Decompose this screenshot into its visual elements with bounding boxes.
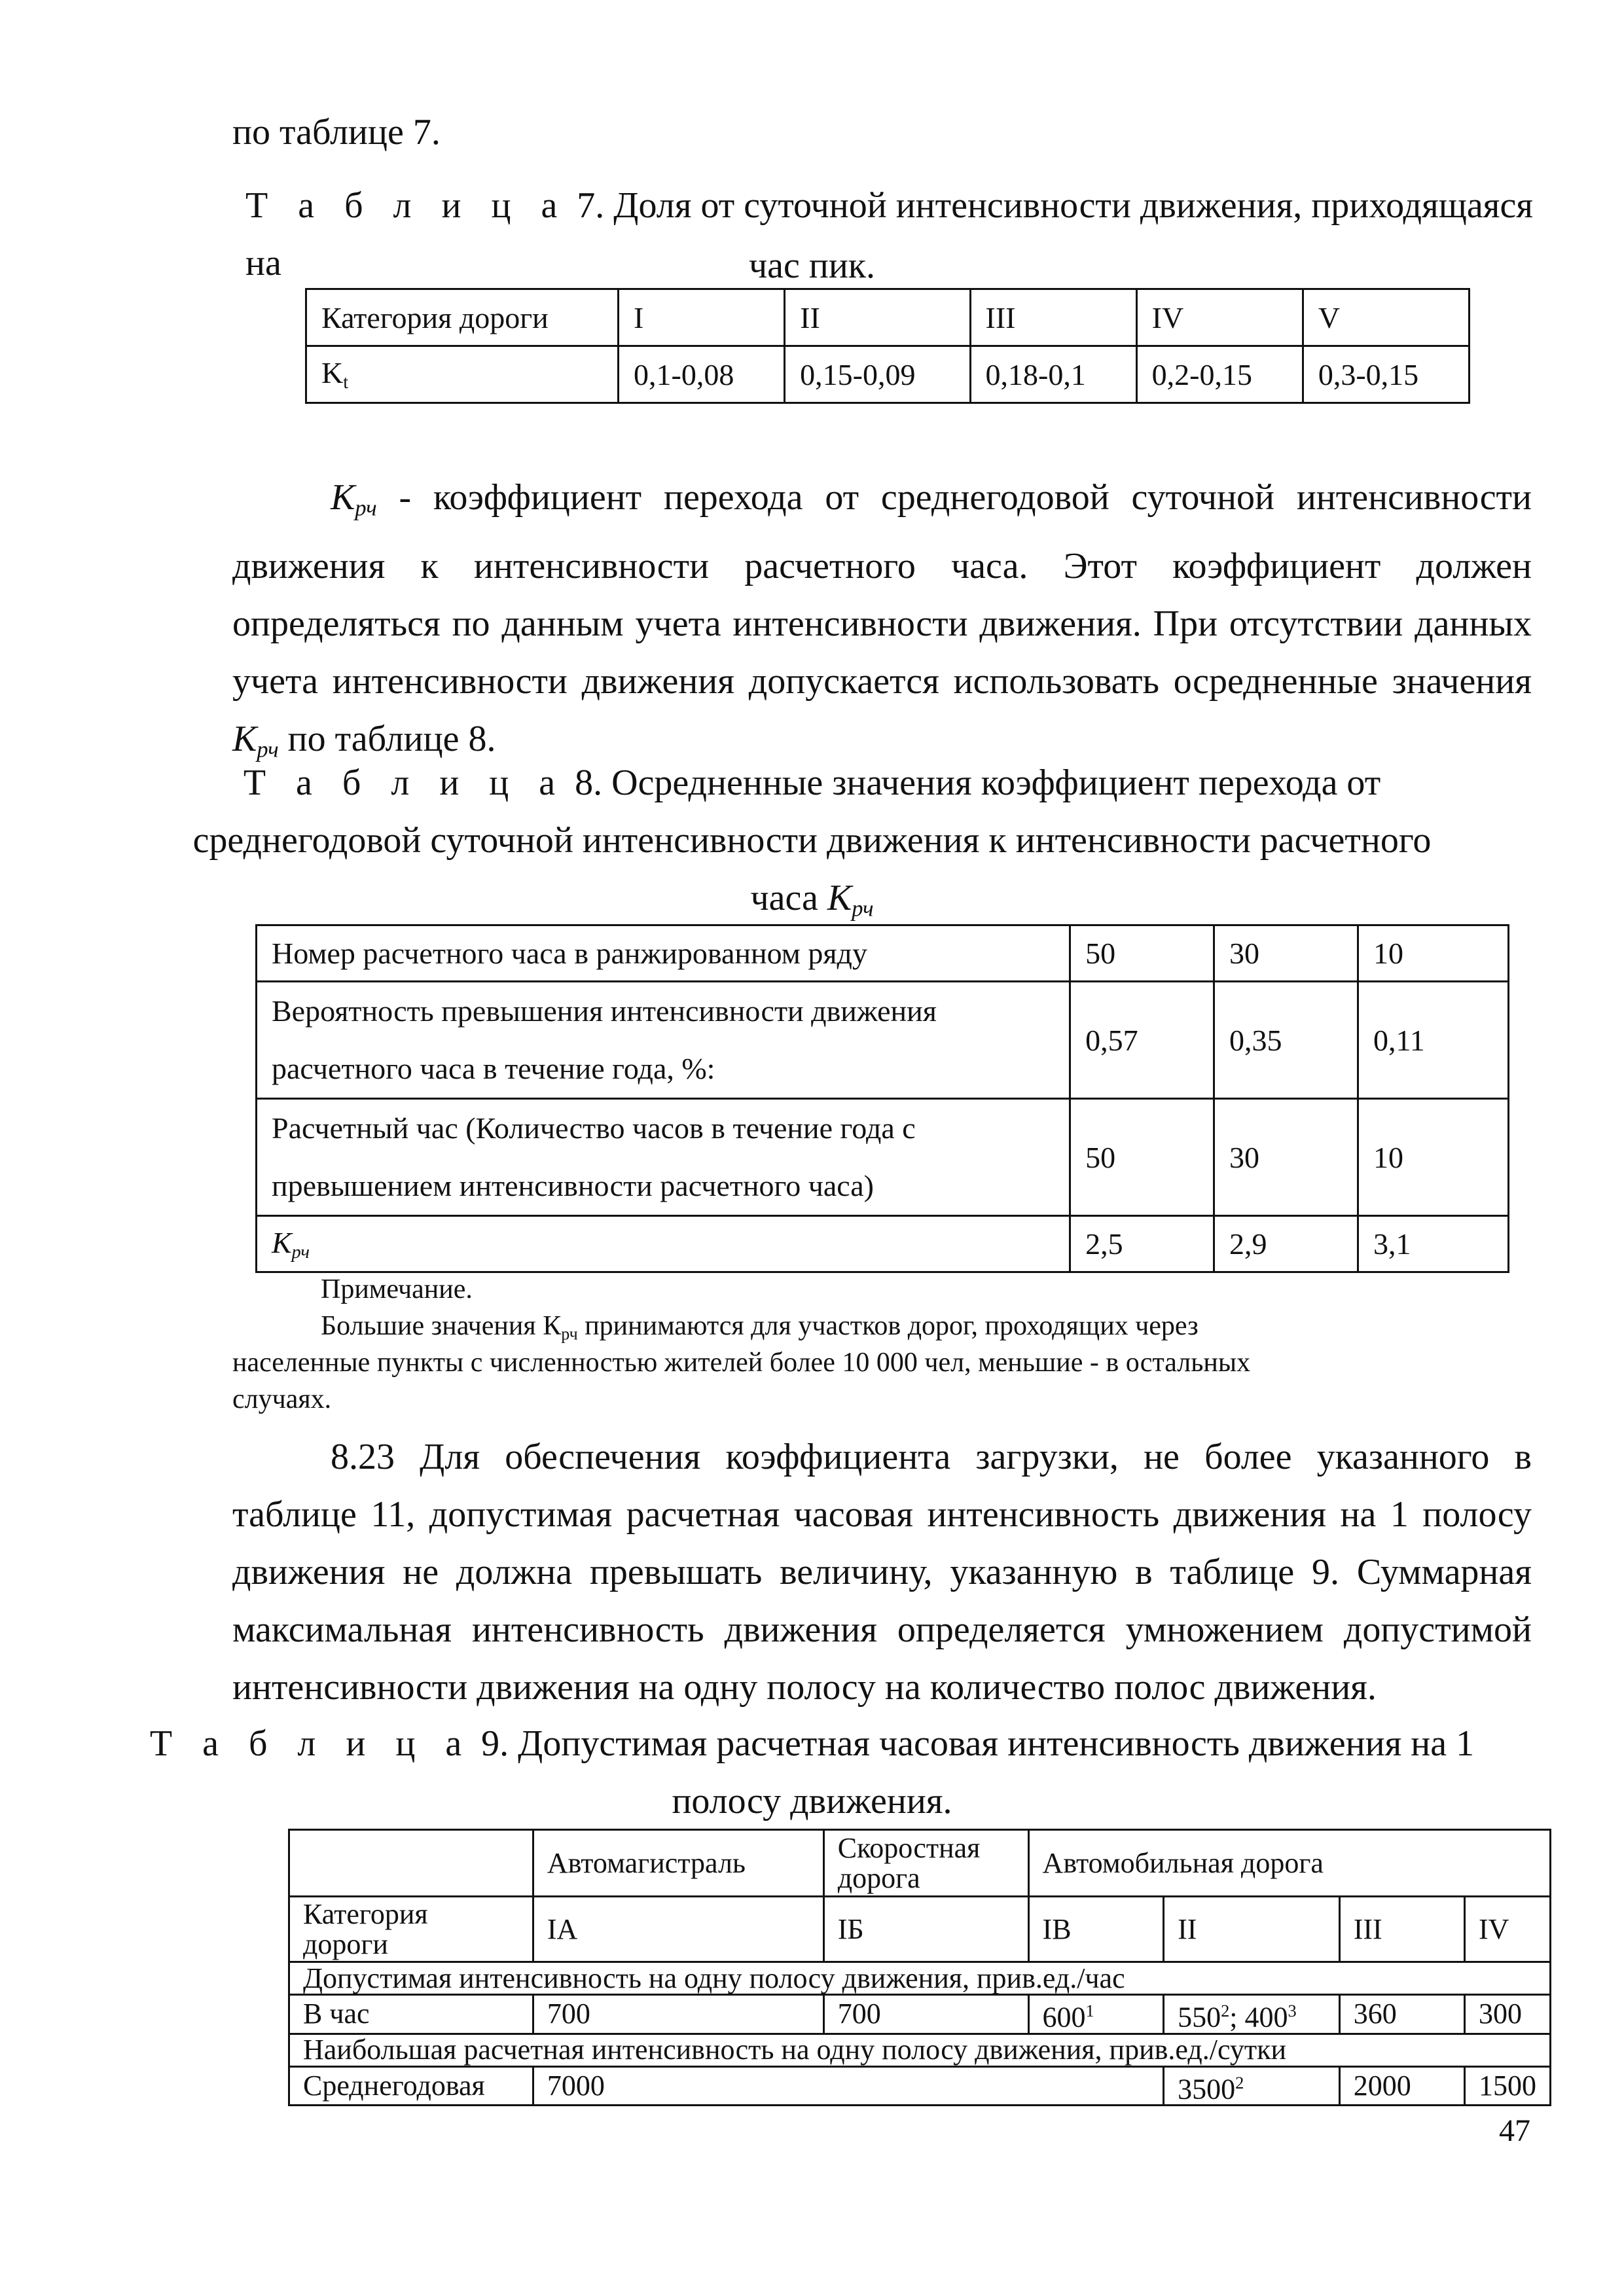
table9-head-road: Автомобильная дорога — [1028, 1830, 1550, 1897]
note-title: Примечание. — [321, 1274, 473, 1304]
table7-kt-label — [306, 346, 619, 403]
table9-category-cell: IА — [533, 1897, 823, 1962]
krch-text-1: - коэффициент перехода от среднегодовой суточной интенсивности движения к интенсивности расчетного часа. Этот коэффициент должен определяться по данным учета интенсивности движения. При отсутствии данных учета интенсивности движения допускается использовать осредненные значения — [232, 477, 1532, 702]
table8-label-line: Расчетный час (Количество часов в течение года с — [272, 1111, 916, 1145]
note-sub: рч — [561, 1324, 578, 1344]
table9-value-cell: 700 — [823, 1995, 1028, 2034]
table9-footnote-mark: 3 — [1288, 2001, 1297, 2020]
table7-caption-text: 7. Доля от суточной интенсивности движения, приходящаяся на — [245, 185, 1534, 283]
note-text-a: Большие значения К — [321, 1311, 562, 1341]
table8-caption-label: Т а б л и ц а — [243, 762, 566, 803]
table9-footnote-mark: 2 — [1235, 2072, 1244, 2092]
table8-value-cell: 30 — [1214, 1099, 1358, 1216]
table9-caption-label: Т а б л и ц а — [149, 1723, 473, 1764]
table7-header-cell: I — [619, 289, 785, 346]
table8-caption — [0, 754, 1624, 812]
table9-value-cell: 360 — [1339, 1995, 1464, 2034]
krch-subscript: рч — [291, 1242, 310, 1263]
table9-category-cell: IБ — [823, 1897, 1028, 1962]
krch-paragraph — [232, 469, 1532, 778]
table8-value-cell: 0,57 — [1070, 982, 1214, 1099]
table9-row-label: Среднегодовая — [289, 2066, 533, 2106]
table9-value-cell — [1164, 2066, 1340, 2106]
table8-value-cell: 30 — [1214, 925, 1358, 982]
table7-value-cell: 0,1-0,08 — [619, 346, 785, 403]
kt-base: K — [321, 356, 344, 389]
table8-value-cell: 0,35 — [1214, 982, 1358, 1099]
table8-label-line: расчетного часа в течение года, %: — [272, 1052, 715, 1085]
table9 — [288, 1829, 1551, 2106]
table-row — [289, 1830, 1551, 1897]
table8-value-cell: 10 — [1358, 1099, 1508, 1216]
table8-value-cell: 2,5 — [1070, 1216, 1214, 1272]
krch-symbol: К — [827, 878, 852, 918]
table7-value-cell: 0,18-0,1 — [970, 346, 1136, 403]
table9-head-express-line: дорога — [837, 1861, 920, 1894]
table9-category-label — [289, 1897, 533, 1962]
table8-value-cell: 50 — [1070, 1099, 1214, 1216]
table7-caption-label: Т а б л и ц а — [245, 185, 568, 226]
table8-krch-label — [257, 1216, 1070, 1272]
table9-category-cell: IВ — [1028, 1897, 1164, 1962]
table9-row-label: В час — [289, 1995, 533, 2034]
table7 — [305, 288, 1470, 404]
page-number: 47 — [1499, 2113, 1530, 2148]
table-row — [257, 1099, 1509, 1216]
krch-subscript: рч — [257, 736, 279, 762]
table9-caption-line2: полосу движения. — [672, 1781, 952, 1821]
krch-symbol: К — [232, 718, 257, 759]
table7-value-cell: 0,15-0,09 — [785, 346, 970, 403]
table8-label-cell: Номер расчетного часа в ранжированном ряду — [257, 925, 1070, 982]
table9-value: 550 — [1178, 2001, 1221, 2034]
table9-category-cell: III — [1339, 1897, 1464, 1962]
note-text-b: принимаются для участков дорог, проходящих через — [577, 1311, 1199, 1341]
paragraph-8-23: 8.23 Для обеспечения коэффициента загрузки, не более указанного в таблице 11, допустимая расчетная часовая интенсивность движения на 1 полосу движения не должна превышать величину, указанную в таблице 9. Суммарная максимальная интенсивность движения определяется умножением допустимой интенсивности движения на одну полосу на количество полос движения. — [232, 1437, 1532, 1708]
table8-value-cell: 10 — [1358, 925, 1508, 982]
table9-value-cell — [1028, 1995, 1164, 2034]
table9-value-cell: 7000 — [533, 2066, 1163, 2106]
table-row — [306, 289, 1470, 346]
table9-value: 600 — [1042, 2001, 1086, 2034]
table7-value-cell: 0,2-0,15 — [1136, 346, 1303, 403]
table9-value-cell: 700 — [533, 1995, 823, 2034]
table8-caption-line3-text: часа — [750, 878, 827, 918]
table8-label-line: Вероятность превышения интенсивности движения — [272, 994, 937, 1028]
krch-subscript: рч — [852, 895, 874, 922]
kt-sub: t — [343, 372, 349, 393]
table8-label-cell — [257, 982, 1070, 1099]
table-row — [257, 1216, 1509, 1272]
table8 — [255, 924, 1509, 1273]
table9-category-cell: II — [1164, 1897, 1340, 1962]
table9-footnote-mark: 1 — [1085, 2001, 1094, 2020]
table7-header-cell: IV — [1136, 289, 1303, 346]
note-line3: случаях. — [232, 1384, 332, 1414]
table7-header-cell: Категория дороги — [306, 289, 619, 346]
table9-value-cell: 2000 — [1339, 2066, 1464, 2106]
table7-header-cell: III — [970, 289, 1136, 346]
table9-head-express — [823, 1830, 1028, 1897]
krch-symbol: К — [331, 477, 355, 518]
table9-value-cell: 300 — [1465, 1995, 1551, 2034]
table8-value-cell: 3,1 — [1358, 1216, 1508, 1272]
table9-head-autobahn: Автомагистраль — [533, 1830, 823, 1897]
table-row — [257, 925, 1509, 982]
table7-header-cell: II — [785, 289, 970, 346]
table8-value-cell: 2,9 — [1214, 1216, 1358, 1272]
table9-footnote-mark: 2 — [1221, 2001, 1230, 2020]
intro-line: по таблице 7. — [232, 112, 441, 152]
table8-caption-line2: среднегодовой суточной интенсивности движения к интенсивности расчетного — [192, 820, 1432, 861]
table9-section-hour: Допустимая интенсивность на одну полосу движения, прив.ед./час — [289, 1962, 1551, 1995]
table9-category-label-line: дороги — [303, 1928, 388, 1960]
table7-value-cell: 0,3-0,15 — [1303, 346, 1469, 403]
table9-value: ; 400 — [1229, 2001, 1288, 2034]
table-row — [289, 2034, 1551, 2066]
table8-caption-text: 8. Осредненные значения коэффициент перехода от — [566, 762, 1381, 803]
table9-head-express-line: Скоростная — [837, 1831, 981, 1864]
table-row — [289, 1962, 1551, 1995]
table8-value-cell: 50 — [1070, 925, 1214, 982]
table-row — [306, 346, 1470, 403]
table8-label-cell — [257, 1099, 1070, 1216]
note-line2: населенные пункты с численностью жителей более 10 000 чел, меньшие - в остальных — [232, 1348, 1251, 1378]
krch-symbol: К — [272, 1225, 292, 1259]
table7-caption-line2: час пик. — [748, 245, 876, 286]
table-row — [289, 1897, 1551, 1962]
table9-category-label-line: Категория — [303, 1897, 428, 1930]
krch-text-2: по таблице 8. — [278, 718, 496, 759]
table9-category-cell: IV — [1465, 1897, 1551, 1962]
krch-subscript: рч — [355, 495, 377, 521]
table9-caption — [0, 1715, 1624, 1772]
table9-head-empty — [289, 1830, 533, 1897]
table8-value-cell: 0,11 — [1358, 982, 1508, 1099]
table9-value-cell — [1164, 1995, 1340, 2034]
table9-section-day: Наибольшая расчетная интенсивность на одну полосу движения, прив.ед./сутки — [289, 2034, 1551, 2066]
table7-header-cell: V — [1303, 289, 1469, 346]
table-row — [289, 1995, 1551, 2034]
table9-value: 3500 — [1178, 2073, 1236, 2106]
table-row — [257, 982, 1509, 1099]
table8-label-line: превышением интенсивности расчетного часа) — [272, 1169, 874, 1202]
table9-value-cell: 1500 — [1465, 2066, 1551, 2106]
table9-caption-text: 9. Допустимая расчетная часовая интенсивность движения на 1 — [472, 1723, 1475, 1764]
table-row — [289, 2066, 1551, 2106]
